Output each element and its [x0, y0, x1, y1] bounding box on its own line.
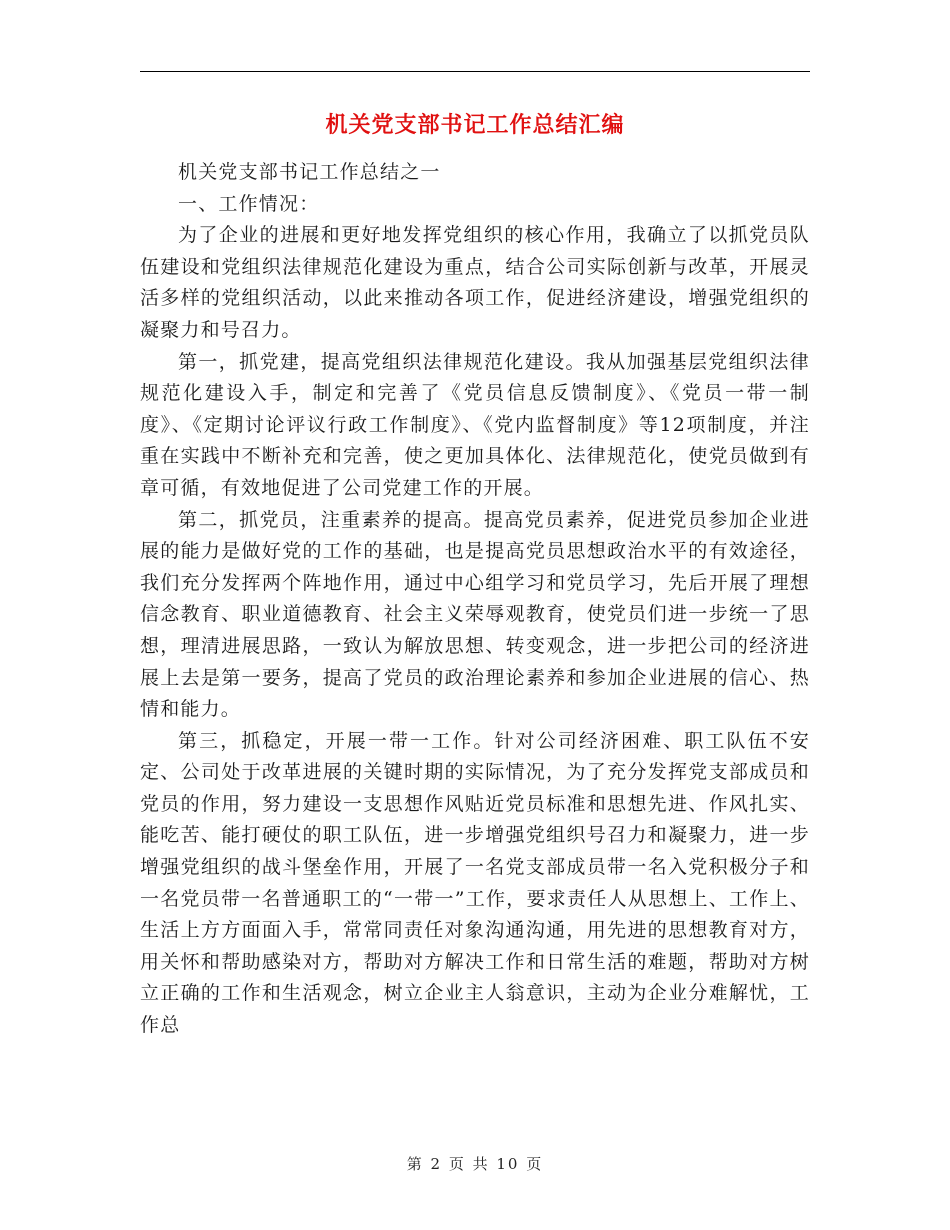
section-heading: 机关党支部书记工作总结之一 [178, 161, 441, 183]
body-paragraph: 为了企业的进展和更好地发挥党组织的核心作用，我确立了以抓党员队伍建设和党组织法律规范化建设为重点，结合公司实际创新与改革，开展灵活多样的党组织活动，以此来推动各项工作，促进经济建设，增强党组织的凝聚力和号召力。 [140, 224, 810, 341]
header-rule [140, 71, 810, 72]
document-title: 机关党支部书记工作总结汇编 [325, 112, 625, 138]
page-number: 第 2 页 共 10 页 [406, 1155, 544, 1173]
body-paragraph: 第三，抓稳定，开展一带一工作。针对公司经济困难、职工队伍不安定、公司处于改革进展的关键时期的实际情况，为了充分发挥党支部成员和党员的作用，努力建设一支思想作风贴近党员标准和思想先进、作风扎实、能吃苦、能打硬仗的职工队伍，进一步增强党组织号召力和凝聚力，进一步增强党组织的战斗堡垒作用，开展了一名党支部成员带一名入党积极分子和一名党员带一名普通职工的“一带一”工作，要求责任人从思想上、工作上、生活上方方面面入手，常常同责任对象沟通沟通，用先进的思想教育对方，用关怀和帮助感染对方，帮助对方解决工作和日常生活的难题，帮助对方树立正确的工作和生活观念，树立企业主人翁意识，主动为企业分难解忧，工作总 [140, 729, 810, 1037]
body-paragraph: 第二，抓党员，注重素养的提高。提高党员素养，促进党员参加企业进展的能力是做好党的工作的基础，也是提高党员思想政治水平的有效途径，我们充分发挥两个阵地作用，通过中心组学习和党员学习，先后开展了理想信念教育、职业道德教育、社会主义荣辱观教育，使党员们进一步统一了思想，理清进展思路，一致认为解放思想、转变观念，进一步把公司的经济进展上去是第一要务，提高了党员的政治理论素养和参加企业进展的信心、热情和能力。 [140, 508, 810, 721]
subsection-heading: 一、工作情况： [178, 192, 320, 215]
body-paragraph: 第一，抓党建，提高党组织法律规范化建设。我从加强基层党组织法律规范化建设入手，制定和完善了《党员信息反馈制度》、《党员一带一制度》、《定期讨论评议行政工作制度》、《党内监督制度》等12项制度，并注重在实践中不断补充和完善，使之更加具体化、法律规范化，使党员做到有章可循，有效地促进了公司党建工作的开展。 [140, 350, 810, 499]
document-body [140, 157, 810, 1042]
